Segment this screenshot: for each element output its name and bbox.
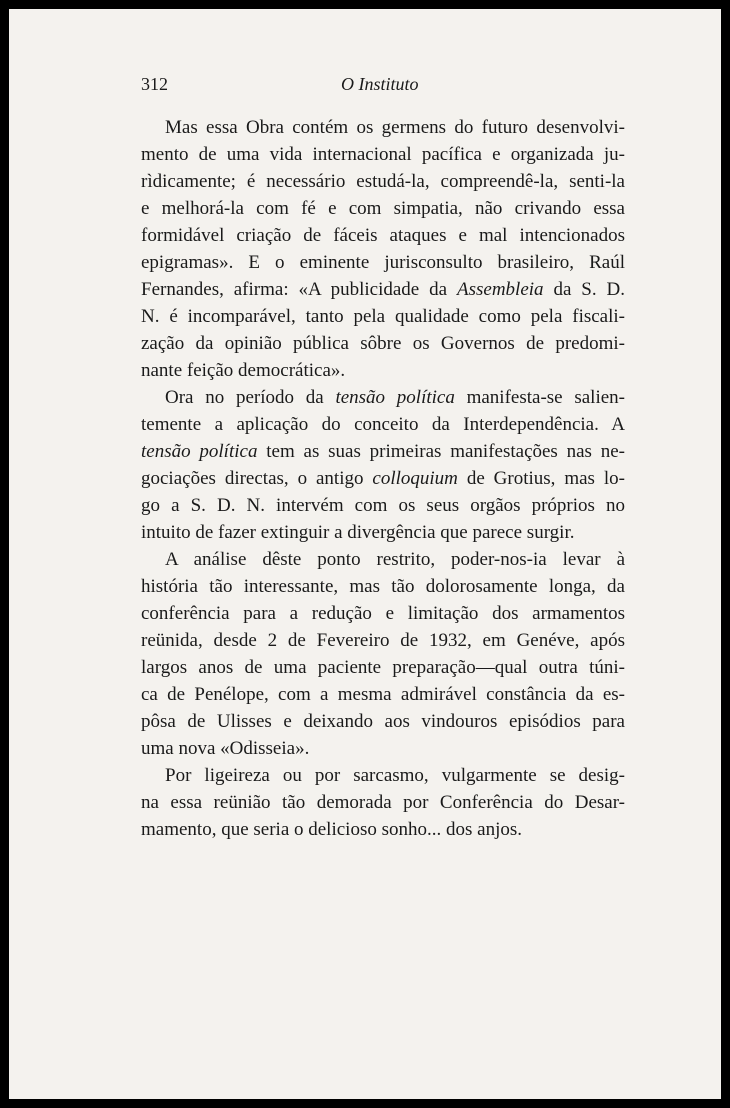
text-line: reünida, desde 2 de Fevereiro de 1932, em Genéve, após (141, 630, 625, 651)
text-segment: tem as suas primeiras manifestações nas ne- (257, 441, 625, 462)
text-line (141, 438, 625, 465)
text-line: e melhorá-la com fé e com simpatia, não crivando essa (141, 198, 625, 219)
text-line: história tão interessante, mas tão dolorosamente longa, da (141, 576, 625, 597)
text-line (141, 384, 625, 411)
text-line: Por ligeireza ou por sarcasmo, vulgarmente se desig- (165, 765, 625, 786)
text-line: pôsa de Ulisses e deixando aos vindouros episódios para (141, 711, 625, 732)
text-line: ca de Penélope, com a mesma admirável constância da es- (141, 684, 625, 705)
text-line: nante feição democrática». (141, 360, 346, 381)
body-text (141, 114, 625, 843)
text-line: N. é incomparável, tanto pela qualidade como pela fiscali- (141, 306, 625, 327)
text-line: mento de uma vida internacional pacífica e organizada ju- (141, 144, 625, 165)
text-line: largos anos de uma paciente preparação—qual outra túni- (141, 657, 625, 678)
paragraph-1 (141, 114, 625, 384)
text-segment: gociações directas, o antigo (141, 468, 373, 489)
text-line: intuito de fazer extinguir a divergência que parece surgir. (141, 522, 575, 543)
page-header (141, 74, 621, 98)
text-line: epigramas». E o eminente jurisconsulto brasileiro, Raúl (141, 252, 625, 273)
text-segment: Ora no período da (165, 387, 336, 408)
italic-term: colloquium (372, 468, 458, 489)
paragraph-4 (141, 762, 625, 843)
page-number: 312 (141, 74, 168, 94)
text-segment: Fernandes, afirma: «A publicidade da (141, 279, 457, 300)
text-line (141, 276, 625, 303)
text-line: rìdicamente; é necessário estudá-la, compreendê-la, senti-la (141, 171, 625, 192)
paragraph-3 (141, 546, 625, 762)
text-segment: de Grotius, mas lo- (457, 468, 625, 489)
text-line: zação da opinião pública sôbre os Governos de predomi- (141, 333, 625, 354)
italic-term: tensão política (335, 387, 455, 408)
paragraph-2 (141, 384, 625, 546)
text-line: A análise dêste ponto restrito, poder-nos-ia levar à (165, 549, 625, 570)
text-segment: manifesta-se salien- (454, 387, 625, 408)
text-line: conferência para a redução e limitação dos armamentos (141, 603, 625, 624)
text-line: na essa reünião tão demorada por Conferência do Desar- (141, 792, 625, 813)
text-line: Mas essa Obra contém os germens do futuro desenvolvi- (165, 117, 625, 138)
italic-term: tensão política (141, 441, 258, 462)
text-line: uma nova «Odisseia». (141, 738, 310, 759)
text-line: temente a aplicação do conceito da Interdependência. A (141, 414, 625, 435)
running-title: O Instituto (341, 74, 419, 94)
italic-title: Assembleia (457, 279, 544, 300)
text-line: mamento, que seria o delicioso sonho... dos anjos. (141, 819, 522, 840)
text-line: go a S. D. N. intervém com os seus orgãos próprios no (141, 495, 625, 516)
text-line (141, 465, 625, 492)
text-segment: da S. D. (543, 279, 625, 300)
text-line: formidável criação de fáceis ataques e mal intencionados (141, 225, 625, 246)
